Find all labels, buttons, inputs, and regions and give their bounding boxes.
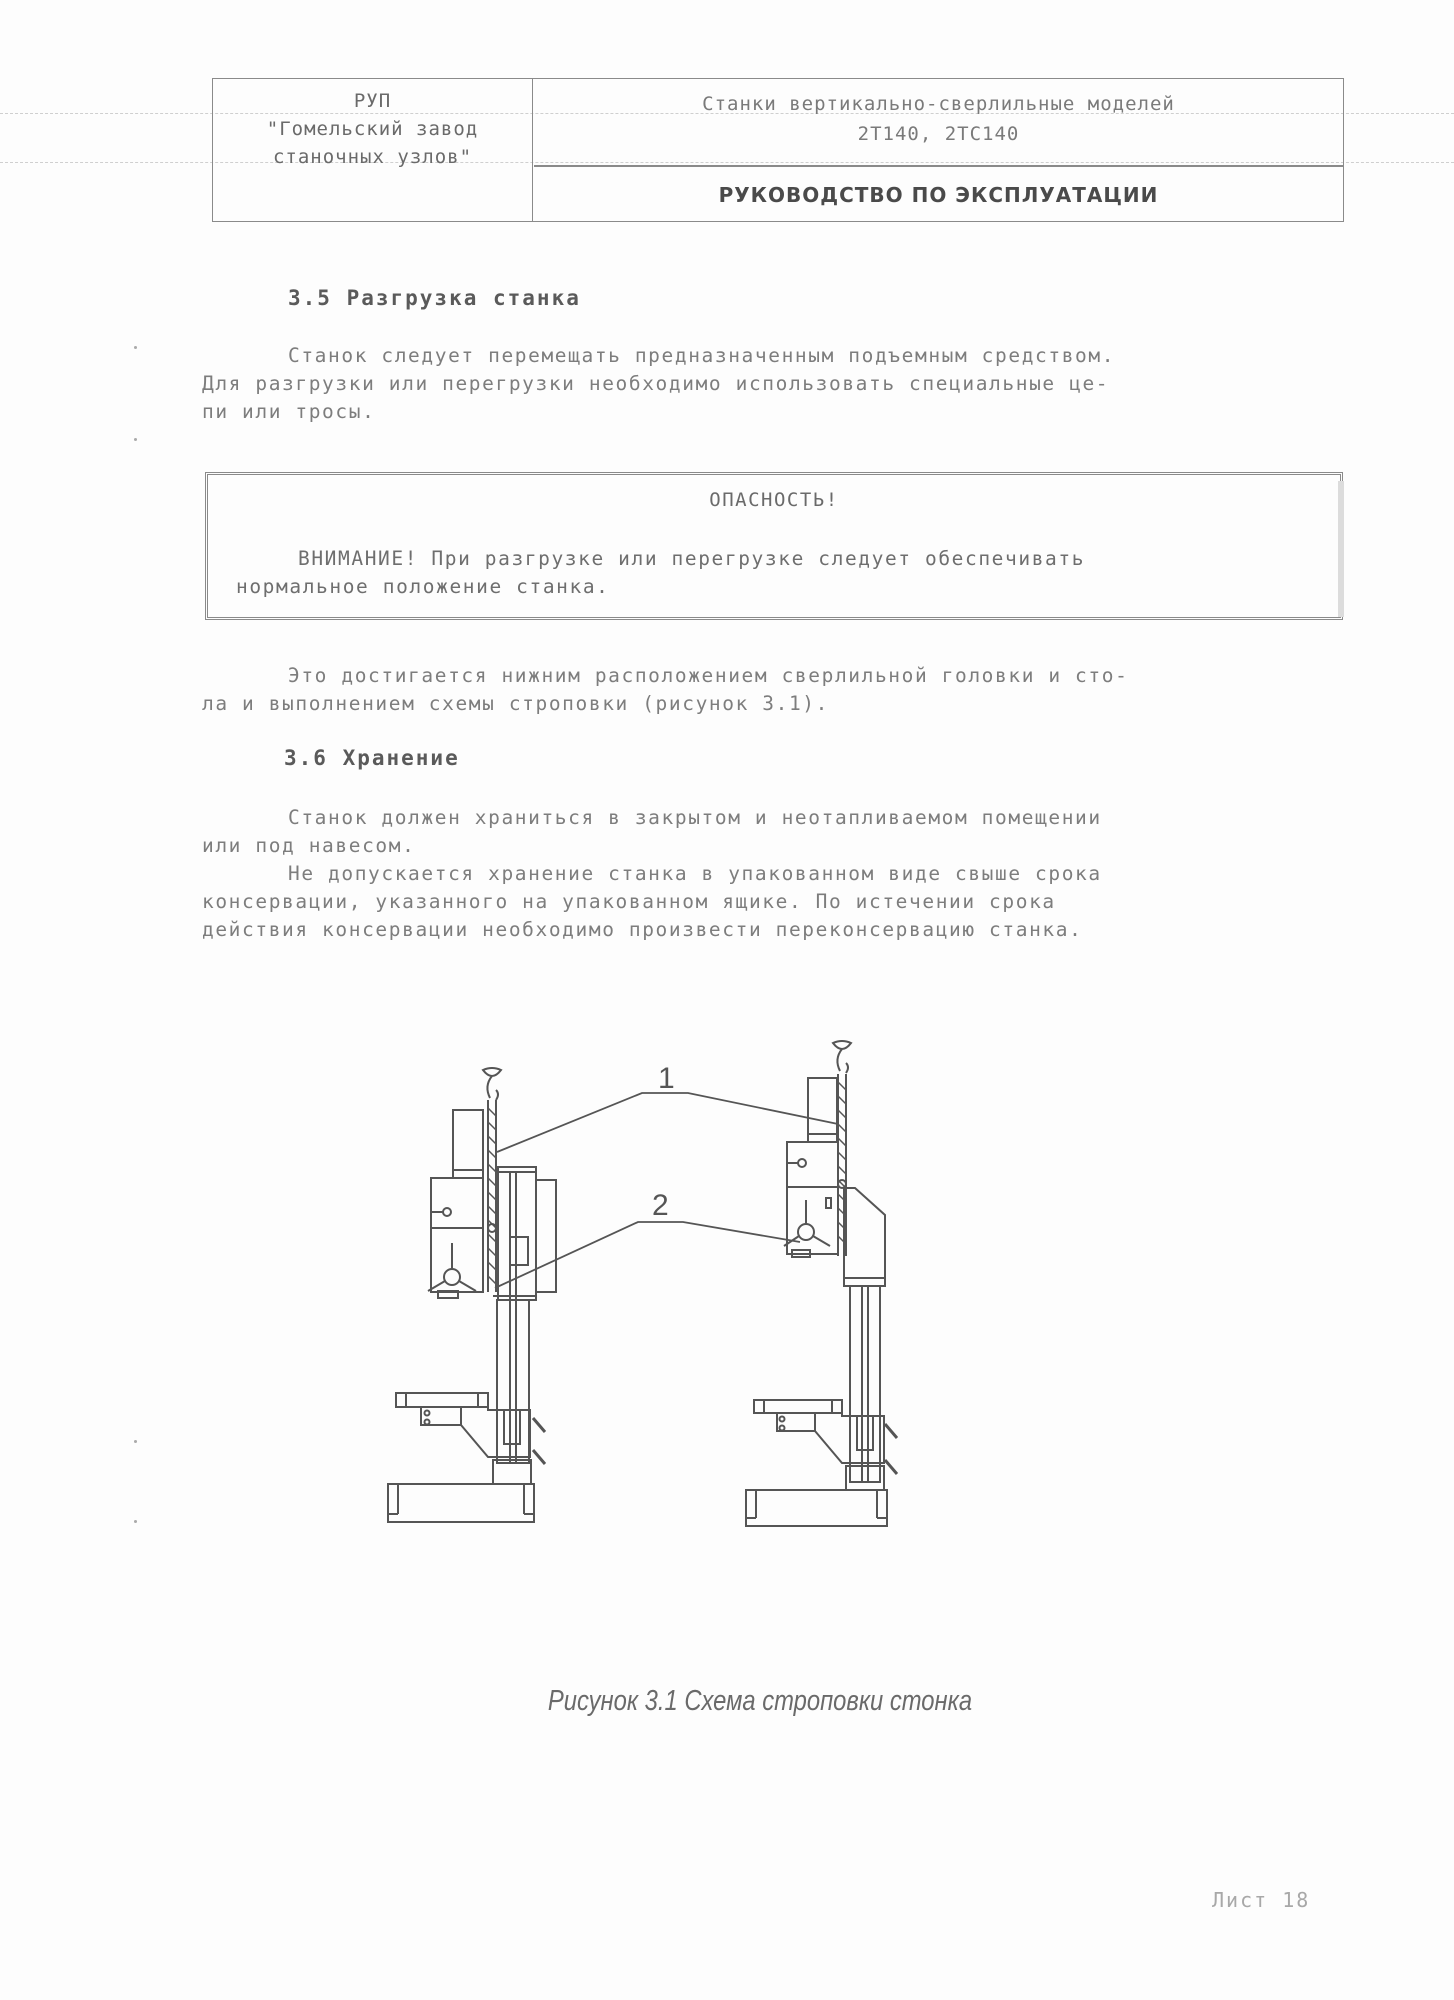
column bbox=[850, 1286, 880, 1482]
column-guard bbox=[844, 1188, 885, 1286]
column bbox=[497, 1300, 529, 1463]
callout-2-leader bbox=[495, 1222, 800, 1288]
text-line: действия консервации необходимо произвести переконсервацию станка. bbox=[202, 918, 1083, 941]
callout-1-label: 1 bbox=[658, 1062, 675, 1095]
danger-title: ОПАСНОСТЬ! bbox=[709, 489, 839, 511]
slinging-diagram bbox=[385, 1030, 1130, 1640]
text-line: или под навесом. bbox=[202, 834, 416, 857]
organization-line: станочных узлов" bbox=[272, 146, 473, 168]
paragraph-storage-2 bbox=[202, 860, 1352, 944]
text-line: консервации, указанного на упакованном ящике. По истечении срока bbox=[202, 890, 1056, 913]
margin-dot bbox=[134, 346, 137, 349]
sheet-number: Лист 18 bbox=[1212, 1888, 1311, 1912]
paragraph-unloading bbox=[202, 342, 1352, 426]
figure-caption: Рисунок 3.1 Схема строповки стонка bbox=[547, 1685, 973, 1717]
drill-machine-left bbox=[388, 1068, 556, 1522]
document-title-line: Станки вертикально-сверлильные моделей bbox=[702, 93, 1175, 115]
text-line: Не допускается хранение станка в упакованном виде свыше срока bbox=[288, 862, 1102, 885]
handwheel bbox=[444, 1269, 460, 1285]
motor bbox=[453, 1110, 483, 1178]
margin-dot bbox=[134, 1520, 137, 1523]
text-line: Станок должен храниться в закрытом и неотапливаемом помещении bbox=[288, 806, 1102, 829]
sling-rope bbox=[488, 1100, 496, 1292]
text-line: Станок следует перемещать предназначенным подъемным средством. bbox=[288, 344, 1116, 367]
base bbox=[388, 1484, 534, 1522]
text-line: ла и выполнением схемы строповки (рисунок 3.1). bbox=[202, 692, 829, 715]
paragraph-storage-1 bbox=[202, 804, 1352, 860]
text-line: Для разгрузки или перегрузки необходимо использовать специальные це- bbox=[202, 372, 1110, 395]
section-heading-3-5: 3.5 Разгрузка станка bbox=[288, 286, 581, 310]
organization-line: "Гомельский завод bbox=[266, 118, 479, 140]
motor bbox=[808, 1078, 837, 1142]
text-line: пи или тросы. bbox=[202, 400, 376, 423]
organization-line: РУП bbox=[353, 90, 392, 112]
paragraph-after-warning bbox=[202, 662, 1352, 718]
work-table bbox=[754, 1400, 842, 1413]
text-line: Это достигается нижним расположением сверлильной головки и сто- bbox=[288, 664, 1129, 687]
callout-2-label: 2 bbox=[652, 1189, 669, 1222]
title-block bbox=[212, 78, 1344, 222]
margin-dot bbox=[134, 1440, 137, 1443]
crane-hook-icon bbox=[833, 1041, 851, 1073]
document-title-cell bbox=[534, 79, 1343, 167]
handwheel bbox=[798, 1224, 814, 1240]
margin-dot bbox=[134, 438, 137, 441]
organization-cell bbox=[213, 79, 533, 221]
crane-hook-icon bbox=[483, 1068, 501, 1100]
document-model-line: 2Т140, 2ТС140 bbox=[857, 123, 1020, 145]
drill-machine-right bbox=[746, 1041, 897, 1526]
document-type: РУКОВОДСТВО ПО ЭКСПЛУАТАЦИИ bbox=[718, 183, 1159, 207]
text-line: ВНИМАНИЕ! При разгрузке или перегрузке следует обеспечивать bbox=[298, 547, 1086, 570]
drill-head bbox=[431, 1178, 483, 1292]
work-table bbox=[396, 1393, 488, 1407]
danger-notice-box bbox=[205, 472, 1343, 620]
section-heading-3-6: 3.6 Хранение bbox=[284, 746, 460, 770]
danger-text bbox=[236, 545, 1316, 601]
text-line: нормальное положение станка. bbox=[236, 575, 610, 598]
base bbox=[746, 1490, 887, 1526]
